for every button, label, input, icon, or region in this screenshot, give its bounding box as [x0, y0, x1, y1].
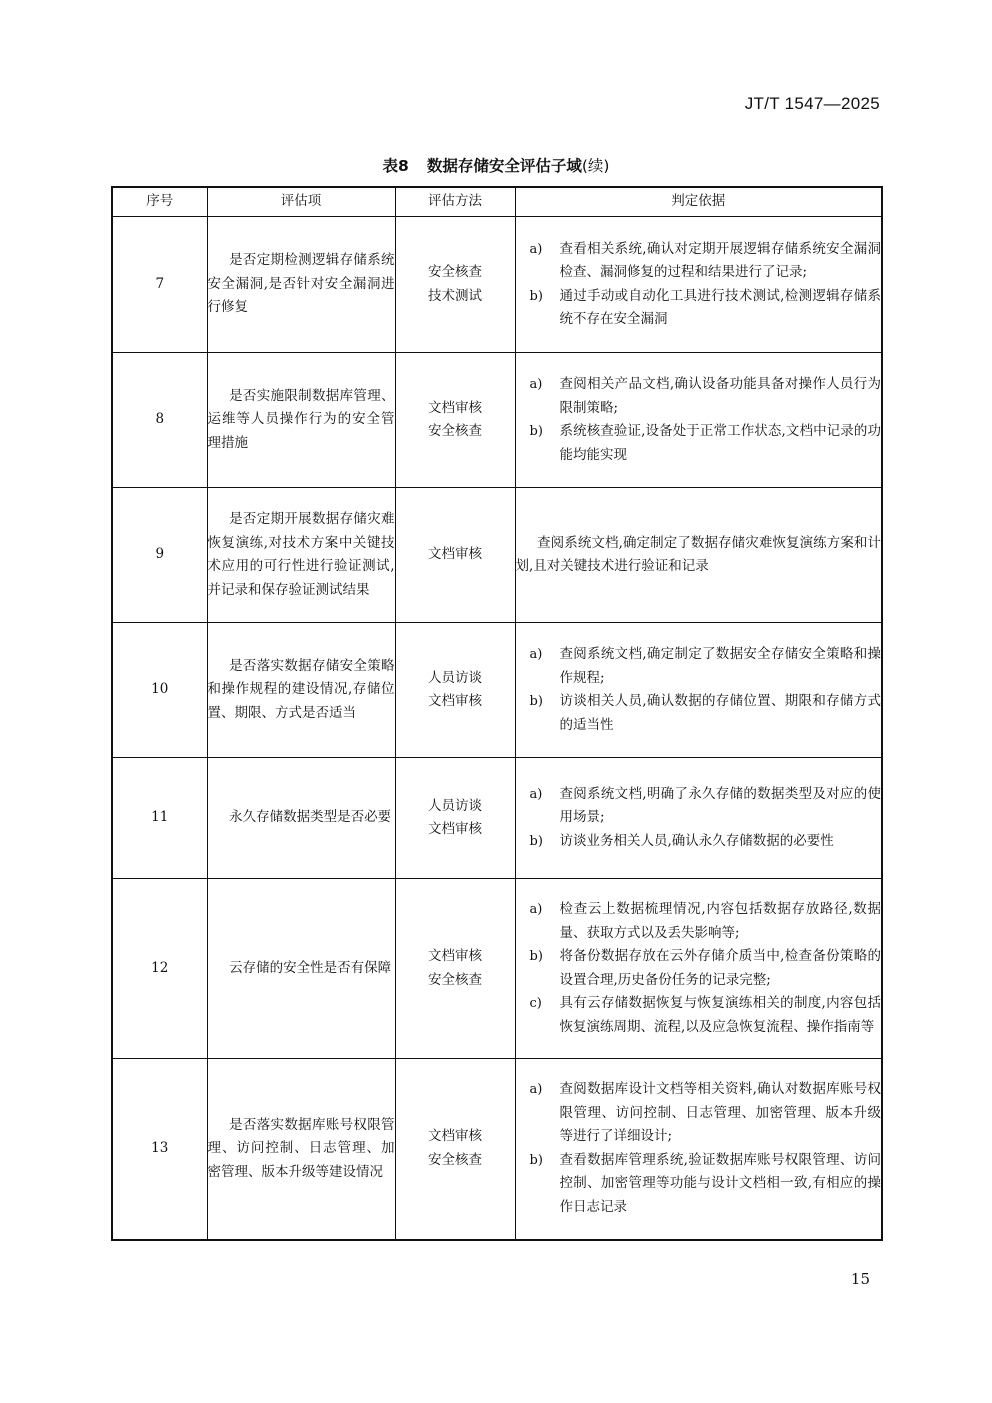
criterion-label: a) — [529, 902, 543, 917]
row-number: 8 — [112, 353, 207, 488]
criterion-text: 具有云存储数据恢复与恢复演练相关的制度,内容包括恢复演练周期、流程,以及应急恢复流程、操作指南等 — [559, 995, 881, 1035]
table-caption — [0, 154, 992, 176]
table-title: 数据存储安全评估子域 — [426, 157, 582, 175]
criterion-text: 查阅数据库设计文档等相关资料,确认对数据库账号权限管理、访问控制、日志管理、加密管理、版本升级等进行了详细设计; — [559, 1081, 881, 1145]
table-row — [112, 488, 882, 623]
method-entry: 文档审核 — [428, 821, 482, 837]
table-row — [112, 758, 882, 879]
assessment-item: 是否定期开展数据存储灾难恢复演练,对技术方案中关键技术应用的可行性进行验证测试,并记录和保存验证测试结果 — [207, 488, 395, 623]
assessment-item: 云存储的安全性是否有保障 — [207, 879, 395, 1059]
assessment-item: 是否落实数据存储安全策略和操作规程的建设情况,存储位置、期限、方式是否适当 — [207, 623, 395, 758]
assessment-method — [395, 879, 515, 1059]
judgment-basis — [515, 217, 882, 353]
judgment-basis — [515, 623, 882, 758]
criterion — [516, 690, 882, 737]
judgment-basis — [515, 758, 882, 879]
criterion — [516, 898, 882, 945]
table-row — [112, 217, 882, 353]
column-header-method: 评估方法 — [395, 187, 515, 217]
table-row — [112, 879, 882, 1059]
criterion-text: 检查云上数据梳理情况,内容包括数据存放路径,数据量、获取方式以及丢失影响等; — [559, 901, 881, 941]
row-number: 13 — [112, 1059, 207, 1240]
column-header-no: 序号 — [112, 187, 207, 217]
judgment-basis — [515, 879, 882, 1059]
assessment-method — [395, 758, 515, 879]
table-header-row — [112, 187, 882, 217]
row-number: 9 — [112, 488, 207, 623]
criterion-text: 查看数据库管理系统,验证数据库账号权限管理、访问控制、加密管理等功能与设计文档相一致,有相应的操作日志记录 — [559, 1151, 881, 1215]
criterion-label: b) — [529, 949, 543, 964]
criterion-label: b) — [529, 833, 543, 849]
row-number: 7 — [112, 217, 207, 353]
criterion-label: a) — [529, 241, 543, 257]
criterion-label: a) — [529, 1082, 543, 1098]
criterion — [516, 945, 882, 992]
criterion — [516, 992, 882, 1039]
method-entry: 安全核查 — [428, 264, 482, 280]
method-entry: 安全核查 — [428, 971, 482, 988]
assessment-method — [395, 217, 515, 353]
method-entry: 文档审核 — [428, 948, 482, 964]
criterion-text: 查阅系统文档,确定制定了数据安全存储安全策略和操作规程; — [559, 646, 881, 686]
criterion-text: 通过手动或自动化工具进行技术测试,检测逻辑存储系统不存在安全漏洞 — [559, 287, 881, 327]
criterion-label: c) — [529, 996, 542, 1011]
column-header-basis: 判定依据 — [515, 187, 882, 217]
method-entry: 人员访谈 — [428, 669, 482, 686]
criterion-text: 访谈业务相关人员,确认永久存储数据的必要性 — [559, 832, 834, 849]
table-continued-mark: (续) — [581, 157, 610, 175]
method-entry: 人员访谈 — [428, 797, 482, 814]
assessment-method — [395, 623, 515, 758]
judgment-basis — [515, 1059, 882, 1240]
assessment-method — [395, 1059, 515, 1240]
method-entry: 文档审核 — [428, 546, 482, 563]
assessment-item: 是否定期检测逻辑存储系统安全漏洞,是否针对安全漏洞进行修复 — [207, 217, 395, 353]
criterion-label: b) — [529, 288, 543, 304]
assessment-method — [395, 488, 515, 623]
row-number: 12 — [112, 879, 207, 1059]
page-number: 15 — [850, 1270, 870, 1288]
criterion — [516, 1149, 882, 1220]
criterion-text: 访谈相关人员,确认数据的存储位置、期限和存储方式的适当性 — [559, 693, 881, 733]
method-entry: 文档审核 — [428, 1128, 482, 1145]
criterion — [516, 373, 882, 420]
method-entry: 文档审核 — [428, 693, 482, 709]
document-code: JT/T 1547—2025 — [744, 94, 880, 113]
assessment-item: 是否落实数据库账号权限管理、访问控制、日志管理、加密管理、版本升级等建设情况 — [207, 1059, 395, 1240]
row-number: 11 — [112, 758, 207, 879]
assessment-item: 永久存储数据类型是否必要 — [207, 758, 395, 879]
criterion-label: b) — [529, 1152, 543, 1168]
assessment-method — [395, 353, 515, 488]
criterion-text: 查阅相关产品文档,确认设备功能具备对操作人员行为限制策略; — [559, 376, 881, 416]
method-entry: 技术测试 — [428, 287, 482, 304]
row-number: 10 — [112, 623, 207, 758]
method-entry: 安全核查 — [428, 423, 482, 439]
criterion — [516, 1078, 882, 1149]
criterion-text: 查阅系统文档,确定制定了数据存储灾难恢复演练方案和计划,且对关键技术进行验证和记录 — [515, 534, 881, 574]
method-entry: 文档审核 — [428, 399, 482, 416]
criterion — [516, 783, 882, 830]
criterion-text: 系统核查验证,设备处于正常工作状态,文档中记录的功能均能实现 — [559, 423, 881, 463]
criterion — [516, 643, 882, 690]
column-header-item: 评估项 — [207, 187, 395, 217]
table-row — [112, 353, 882, 488]
judgment-basis — [515, 488, 882, 623]
criterion-label: a) — [529, 786, 543, 802]
criterion-label: a) — [529, 647, 543, 662]
assessment-item: 是否实施限制数据库管理、运维等人员操作行为的安全管理措施 — [207, 353, 395, 488]
table-row — [112, 623, 882, 758]
criterion — [516, 238, 882, 285]
table-row — [112, 1059, 882, 1240]
criterion-text: 查看相关系统,确认对定期开展逻辑存储系统安全漏洞检查、漏洞修复的过程和结果进行了记录; — [559, 240, 881, 280]
criterion-text: 查阅系统文档,明确了永久存储的数据类型及对应的使用场景; — [559, 785, 881, 826]
method-entry: 安全核查 — [428, 1151, 482, 1168]
criterion — [516, 420, 882, 467]
table-number: 表8 — [382, 157, 409, 175]
criterion-label: a) — [529, 377, 543, 392]
criterion-label: b) — [529, 424, 543, 439]
assessment-table — [111, 186, 883, 1241]
criterion-text: 将备份数据存放在云外存储介质当中,检查备份策略的设置合理,历史备份任务的记录完整; — [559, 948, 881, 988]
criterion — [516, 830, 882, 854]
criterion-label: b) — [529, 694, 543, 709]
judgment-basis — [515, 353, 882, 488]
criterion — [516, 285, 882, 332]
